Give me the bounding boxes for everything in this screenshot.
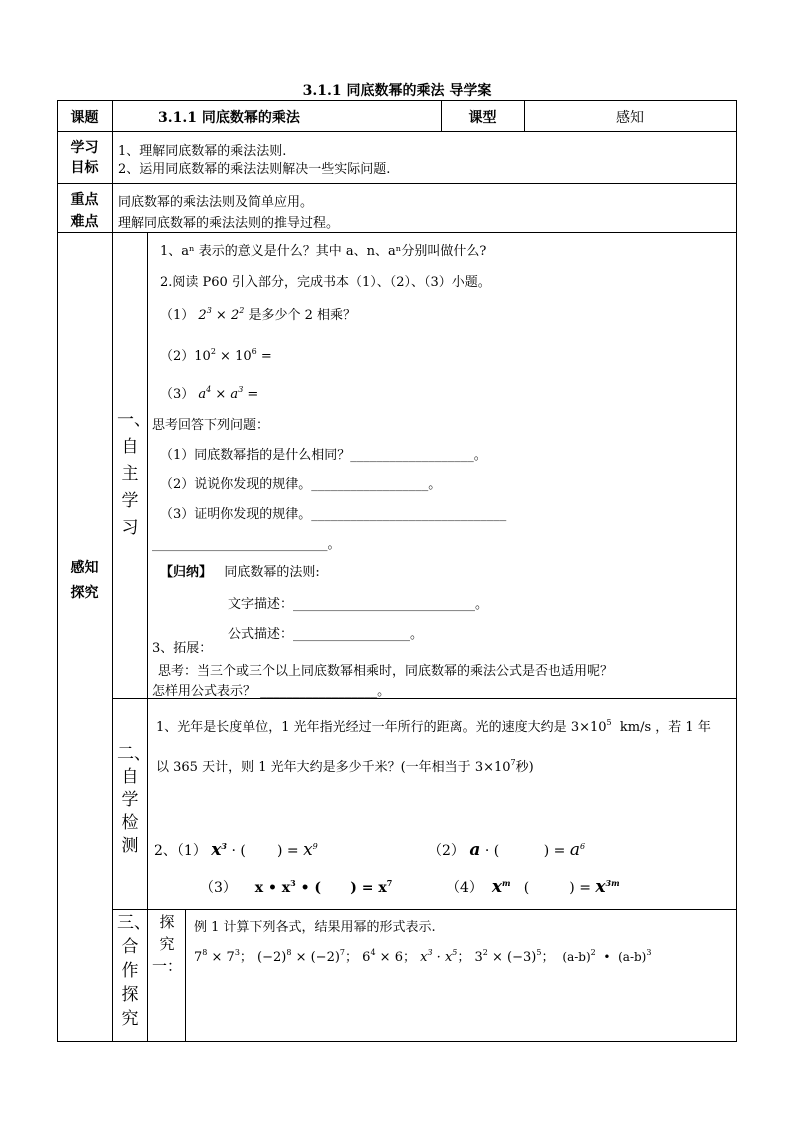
- goals-label-line1: 学习: [70, 140, 99, 156]
- check-problem-2-2: （2） a · ( ) = $a^6$: [428, 840, 586, 860]
- extension-question-2: 怎样用公式表示？ __________________。: [152, 684, 391, 699]
- explore-one-label: 探 究 一：: [152, 913, 183, 975]
- summary-formula: 公式描述：__________________。: [228, 627, 424, 642]
- table-rule: [57, 131, 737, 132]
- table-rule: [57, 232, 737, 233]
- think-item: （3）证明你发现的规律。______________________________: [160, 507, 507, 522]
- keypoint-item: 理解同底数幂的乘法法则的推导过程。: [118, 216, 340, 231]
- question-2-3: （3） $a^4 \times a^3$ =: [160, 385, 259, 402]
- explore-label-line2: 探究: [70, 585, 99, 601]
- keypoints-label-line2: 难点: [70, 214, 99, 230]
- question-2: 2.阅读 P60 引入部分，完成书本（1）、（2）、（3）小题。: [160, 275, 491, 290]
- table-rule: [185, 909, 186, 1041]
- math-expression: $x^3$: [211, 840, 227, 860]
- question-2-2: $(2)10^2 \times 10^6$ =: [160, 347, 272, 364]
- question-1: 1、aⁿ 表示的意义是什么？其中 a、n、aⁿ分别叫做什么?: [160, 244, 487, 259]
- cooperation-label: 三、 合 作 探 究: [117, 913, 151, 1029]
- table-rule: [112, 100, 113, 1041]
- summary: 【归纳】 同底数幂的法则:: [160, 565, 320, 580]
- think-item-continued: ___________________________。: [152, 537, 341, 552]
- question-2-1: （1） $2^3 \times 2^2$ 是多少个 2 相乘？: [160, 306, 356, 323]
- math-expression: $x^m$: [491, 877, 511, 897]
- math-expression: $3\times 10^7$: [470, 758, 516, 775]
- table-border-right: [736, 100, 737, 1041]
- extension-question: 思考：当三个或三个以上同底数幂相乘时，同底数幂的乘法公式是否也适用呢？: [158, 664, 614, 679]
- math-expression: $3\times 10^5$: [566, 718, 612, 735]
- math-expression: $a^6$: [569, 840, 586, 860]
- table-rule: [57, 183, 737, 184]
- goal-item: 1、理解同底数幂的乘法法则.: [118, 144, 287, 159]
- example-title: 例 1 计算下列各式，结果用幂的形式表示.: [194, 920, 436, 935]
- extension-label: 3、拓展：: [152, 641, 213, 656]
- math-expression: $x^{3m}$: [595, 877, 620, 897]
- type-label: 课型: [468, 110, 497, 126]
- math-expression: $a^4 \times a^3$ =: [194, 385, 259, 402]
- document-title: 3.1.1 同底数幂的乘法 导学案: [302, 83, 492, 99]
- self-study-label: 一、 自 主 学 习: [117, 410, 151, 538]
- keypoint-item: 同底数幂的乘法法则及简单应用。: [118, 195, 314, 210]
- type-value: 感知: [616, 110, 644, 126]
- table-border-bottom: [57, 1041, 737, 1042]
- table-border-top: [57, 100, 737, 101]
- self-check-label: 二、 自 学 检 测: [117, 744, 151, 856]
- think-prompt: 思考回答下列问题：: [152, 418, 270, 433]
- table-rule: [112, 909, 737, 910]
- think-item: （1）同底数幂指的是什么相同？___________________。: [160, 448, 487, 463]
- think-item: （2）说说你发现的规律。__________________。: [160, 477, 442, 492]
- math-expression: $x^9$: [303, 840, 318, 860]
- math-expression: $2^3 \times 2^2$: [194, 306, 245, 323]
- math-expression: a: [469, 840, 481, 860]
- example-expressions: $7^8 \times 7^3$； $(-2)^8 \times (-2)^7$； $6^4 \times 6$； $x^3 \cdot x^5$； $3^2 \times (-3)^5$； $(a-b)^2$ • $(a-b)^3$: [194, 948, 652, 965]
- check-problem-1: 1、光年是长度单位，1 光年指光经过一年所行的距离。光的速度大约是 $3\times 10^5$ km/s ，若 1 年: [156, 718, 711, 735]
- topic-value: 3.1.1 同底数幂的乘法: [158, 110, 300, 126]
- keypoints-label-line1: 重点: [70, 192, 99, 208]
- check-problem-2-4: （4） $x^m$ ( ) = $x^{3m}$: [446, 877, 620, 897]
- summary-word: 文字描述：____________________________。: [228, 597, 489, 612]
- explore-label-line1: 感知: [70, 560, 99, 576]
- check-problem-1-cont: 以 365 天计，则 1 光年大约是多少千米？(一年相当于 $3\times 10^7$秒): [156, 758, 534, 775]
- check-problem-2-3: （3） x • $x^3$ • ( ) = $x^7$: [200, 878, 393, 896]
- check-problem-2-1: 2、（1） $x^3$ · ( ) = $x^9$: [154, 840, 318, 860]
- topic-label: 课题: [70, 110, 99, 126]
- goal-item: 2、运用同底数幂的乘法法则解决一些实际问题.: [118, 162, 391, 177]
- math-expression: x • $x^3$ • ( ) = $x^7$: [254, 878, 393, 896]
- math-expression: $10^2 \times 10^6$ =: [194, 347, 272, 364]
- goals-label-line2: 目标: [70, 160, 99, 176]
